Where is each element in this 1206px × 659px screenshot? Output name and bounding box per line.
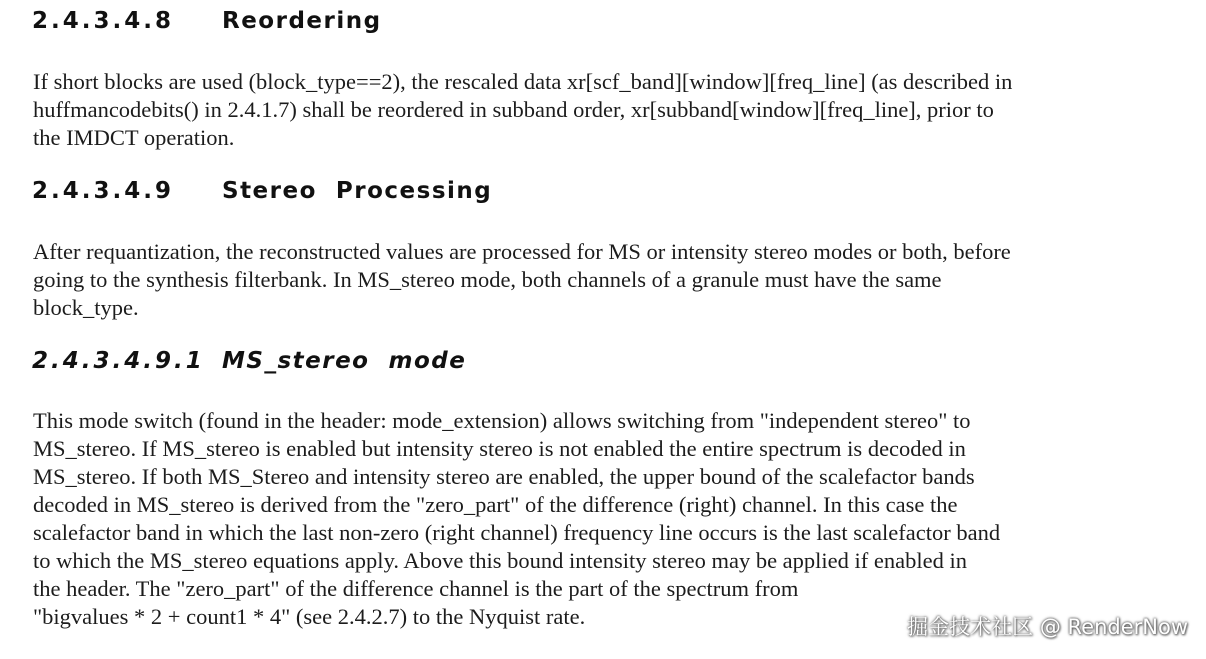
paragraph-line: This mode switch (found in the header: mode_extension) allows switching from "independent stereo" to [33, 408, 971, 433]
section-heading-ms-stereo-mode [32, 348, 466, 374]
paragraph-line: decoded in MS_stereo is derived from the "zero_part" of the difference (right) channel. In this case the [33, 492, 958, 517]
paragraph-line: If short blocks are used (block_type==2), the rescaled data xr[scf_band][window][freq_line] (as described in [33, 69, 1013, 94]
section-title: Reordering [222, 8, 382, 34]
section-heading-stereo-processing [32, 178, 492, 204]
paragraph-stereo-processing [33, 238, 1011, 322]
watermark: 掘金技术社区 @ RenderNow [907, 615, 1188, 639]
paragraph-line: the header. The "zero_part" of the difference channel is the part of the spectrum from [33, 576, 799, 601]
paragraph-line: huffmancodebits() in 2.4.1.7) shall be reordered in subband order, xr[subband[window][freq_line], prior to [33, 97, 994, 122]
section-heading-reordering [32, 8, 382, 34]
section-number: 2.4.3.4.8 [32, 8, 174, 34]
section-number: 2.4.3.4.9.1 [32, 348, 205, 374]
paragraph-line: block_type. [33, 295, 139, 320]
paragraph-line: MS_stereo. If MS_stereo is enabled but intensity stereo is not enabled the entire spectrum is decoded in [33, 436, 966, 461]
paragraph-reordering [33, 68, 1012, 152]
paragraph-line: MS_stereo. If both MS_Stereo and intensity stereo are enabled, the upper bound of the scalefactor bands [33, 464, 975, 489]
section-title: Stereo Processing [222, 178, 493, 204]
paragraph-line: going to the synthesis filterbank. In MS_stereo mode, both channels of a granule must have the same [33, 267, 942, 292]
paragraph-line: the IMDCT operation. [33, 125, 235, 150]
section-title: MS_stereo mode [222, 348, 467, 374]
paragraph-line: scalefactor band in which the last non-zero (right channel) frequency line occurs is the last scalefactor band [33, 520, 1001, 545]
section-number: 2.4.3.4.9 [32, 178, 174, 204]
paragraph-line: "bigvalues * 2 + count1 * 4" (see 2.4.2.7) to the Nyquist rate. [33, 604, 586, 629]
paragraph-line: to which the MS_stereo equations apply. Above this bound intensity stereo may be applied if enabled in [33, 548, 967, 573]
paragraph-line: After requantization, the reconstructed values are processed for MS or intensity stereo modes or both, before [33, 239, 1011, 264]
paragraph-ms-stereo-mode [33, 407, 1000, 631]
